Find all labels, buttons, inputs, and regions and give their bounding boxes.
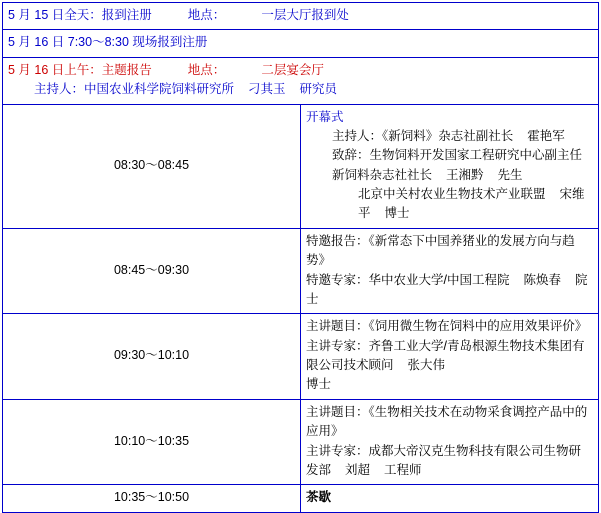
table-row <box>3 228 599 314</box>
agenda-line <box>306 271 593 310</box>
agenda-header-cell <box>3 30 599 57</box>
agenda-text: 茶歇 <box>306 490 332 505</box>
agenda-text: 主讲题目：《饲用微生物在饲料中的应用效果评价》 <box>306 319 588 334</box>
agenda-line <box>306 232 593 271</box>
session-detail-cell <box>301 228 599 314</box>
agenda-text: 二层宴会厅 <box>261 62 324 77</box>
agenda-line <box>306 127 593 146</box>
agenda-table-body <box>3 3 599 513</box>
table-row <box>3 30 599 57</box>
agenda-text: 北京中关村农业生物技术产业联盟 <box>358 187 546 201</box>
agenda-header-cell <box>3 3 599 30</box>
agenda-text: 主题报告 <box>101 62 152 77</box>
agenda-text: 一层大厅报到处 <box>261 8 349 22</box>
agenda-line <box>8 33 593 52</box>
agenda-text: 霍艳军 <box>527 128 565 143</box>
session-time-cell: 09:30～10:10 <box>3 314 301 400</box>
agenda-table <box>2 2 599 513</box>
table-row <box>3 104 599 228</box>
table-row <box>3 485 599 512</box>
agenda-text: 主讲题目：《生物相关技术在动物采食调控产品中的应用》 <box>306 404 588 439</box>
session-detail-cell <box>301 399 599 485</box>
agenda-line <box>8 61 593 80</box>
agenda-text: 5 月 16 日上午： <box>8 62 102 77</box>
agenda-line <box>306 146 593 185</box>
session-time-cell: 10:35～10:50 <box>3 485 301 512</box>
agenda-line <box>306 403 593 442</box>
agenda-text: 宋维平 <box>358 187 585 221</box>
agenda-line <box>306 337 593 376</box>
agenda-text: 王湘黔 <box>446 167 484 182</box>
agenda-line <box>306 185 593 224</box>
agenda-text: 地点： <box>187 8 226 22</box>
agenda-line <box>306 317 593 336</box>
agenda-text: 主讲专家：齐鲁工业大学/青岛根源生物技术集团有限公司技术顾问 <box>306 338 585 372</box>
agenda-text: 主讲专家：成都大帝汉克生物科技有限公司生物研发部 <box>306 443 582 477</box>
agenda-text: 5 月 16 日 7:30～8:30 现场报到注册 <box>8 35 208 50</box>
agenda-text: 致辞：生物饲料开发国家工程研究中心副主任 新饲料杂志社社长 <box>332 148 583 182</box>
agenda-text: 开幕式 <box>306 109 344 124</box>
agenda-text: 主持人：《新饲料》杂志社副社长 <box>332 128 514 143</box>
agenda-text: 工程师 <box>384 462 422 477</box>
agenda-text: 陈焕春 <box>523 272 561 287</box>
agenda-text: 刘超 <box>345 462 371 477</box>
agenda-text: 院士 <box>306 272 588 306</box>
agenda-text: 特邀专家：华中农业大学/中国工程院 <box>306 272 510 287</box>
agenda-text: 先生 <box>497 167 523 182</box>
agenda-text: 博士 <box>306 377 332 392</box>
session-time-cell: 08:30～08:45 <box>3 104 301 228</box>
agenda-line <box>8 6 593 25</box>
agenda-line <box>8 80 593 99</box>
agenda-text: 博士 <box>384 206 410 221</box>
agenda-document <box>0 2 601 505</box>
agenda-line <box>306 108 593 127</box>
agenda-line <box>306 442 593 481</box>
table-row <box>3 3 599 30</box>
agenda-text: 研究员 <box>299 82 338 97</box>
agenda-header-cell <box>3 57 599 104</box>
agenda-line <box>306 375 593 394</box>
table-row <box>3 399 599 485</box>
agenda-text: 特邀报告：《新常态下中国养猪业的发展方向与趋势》 <box>306 233 575 268</box>
agenda-text: 刁其玉 <box>248 82 286 97</box>
session-time-cell: 10:10～10:35 <box>3 399 301 485</box>
session-detail-cell <box>301 104 599 228</box>
session-detail-cell <box>301 485 599 512</box>
agenda-line <box>306 488 593 507</box>
agenda-text: 主持人：中国农业科学院饲料研究所 <box>34 82 235 97</box>
agenda-text: 报到注册 <box>101 8 152 22</box>
agenda-text: 地点： <box>187 62 226 77</box>
agenda-text: 5 月 15 日全天： <box>8 8 102 22</box>
table-row <box>3 314 599 400</box>
table-row <box>3 57 599 104</box>
session-detail-cell <box>301 314 599 400</box>
agenda-text: 张大伟 <box>407 358 446 372</box>
session-time-cell: 08:45～09:30 <box>3 228 301 314</box>
